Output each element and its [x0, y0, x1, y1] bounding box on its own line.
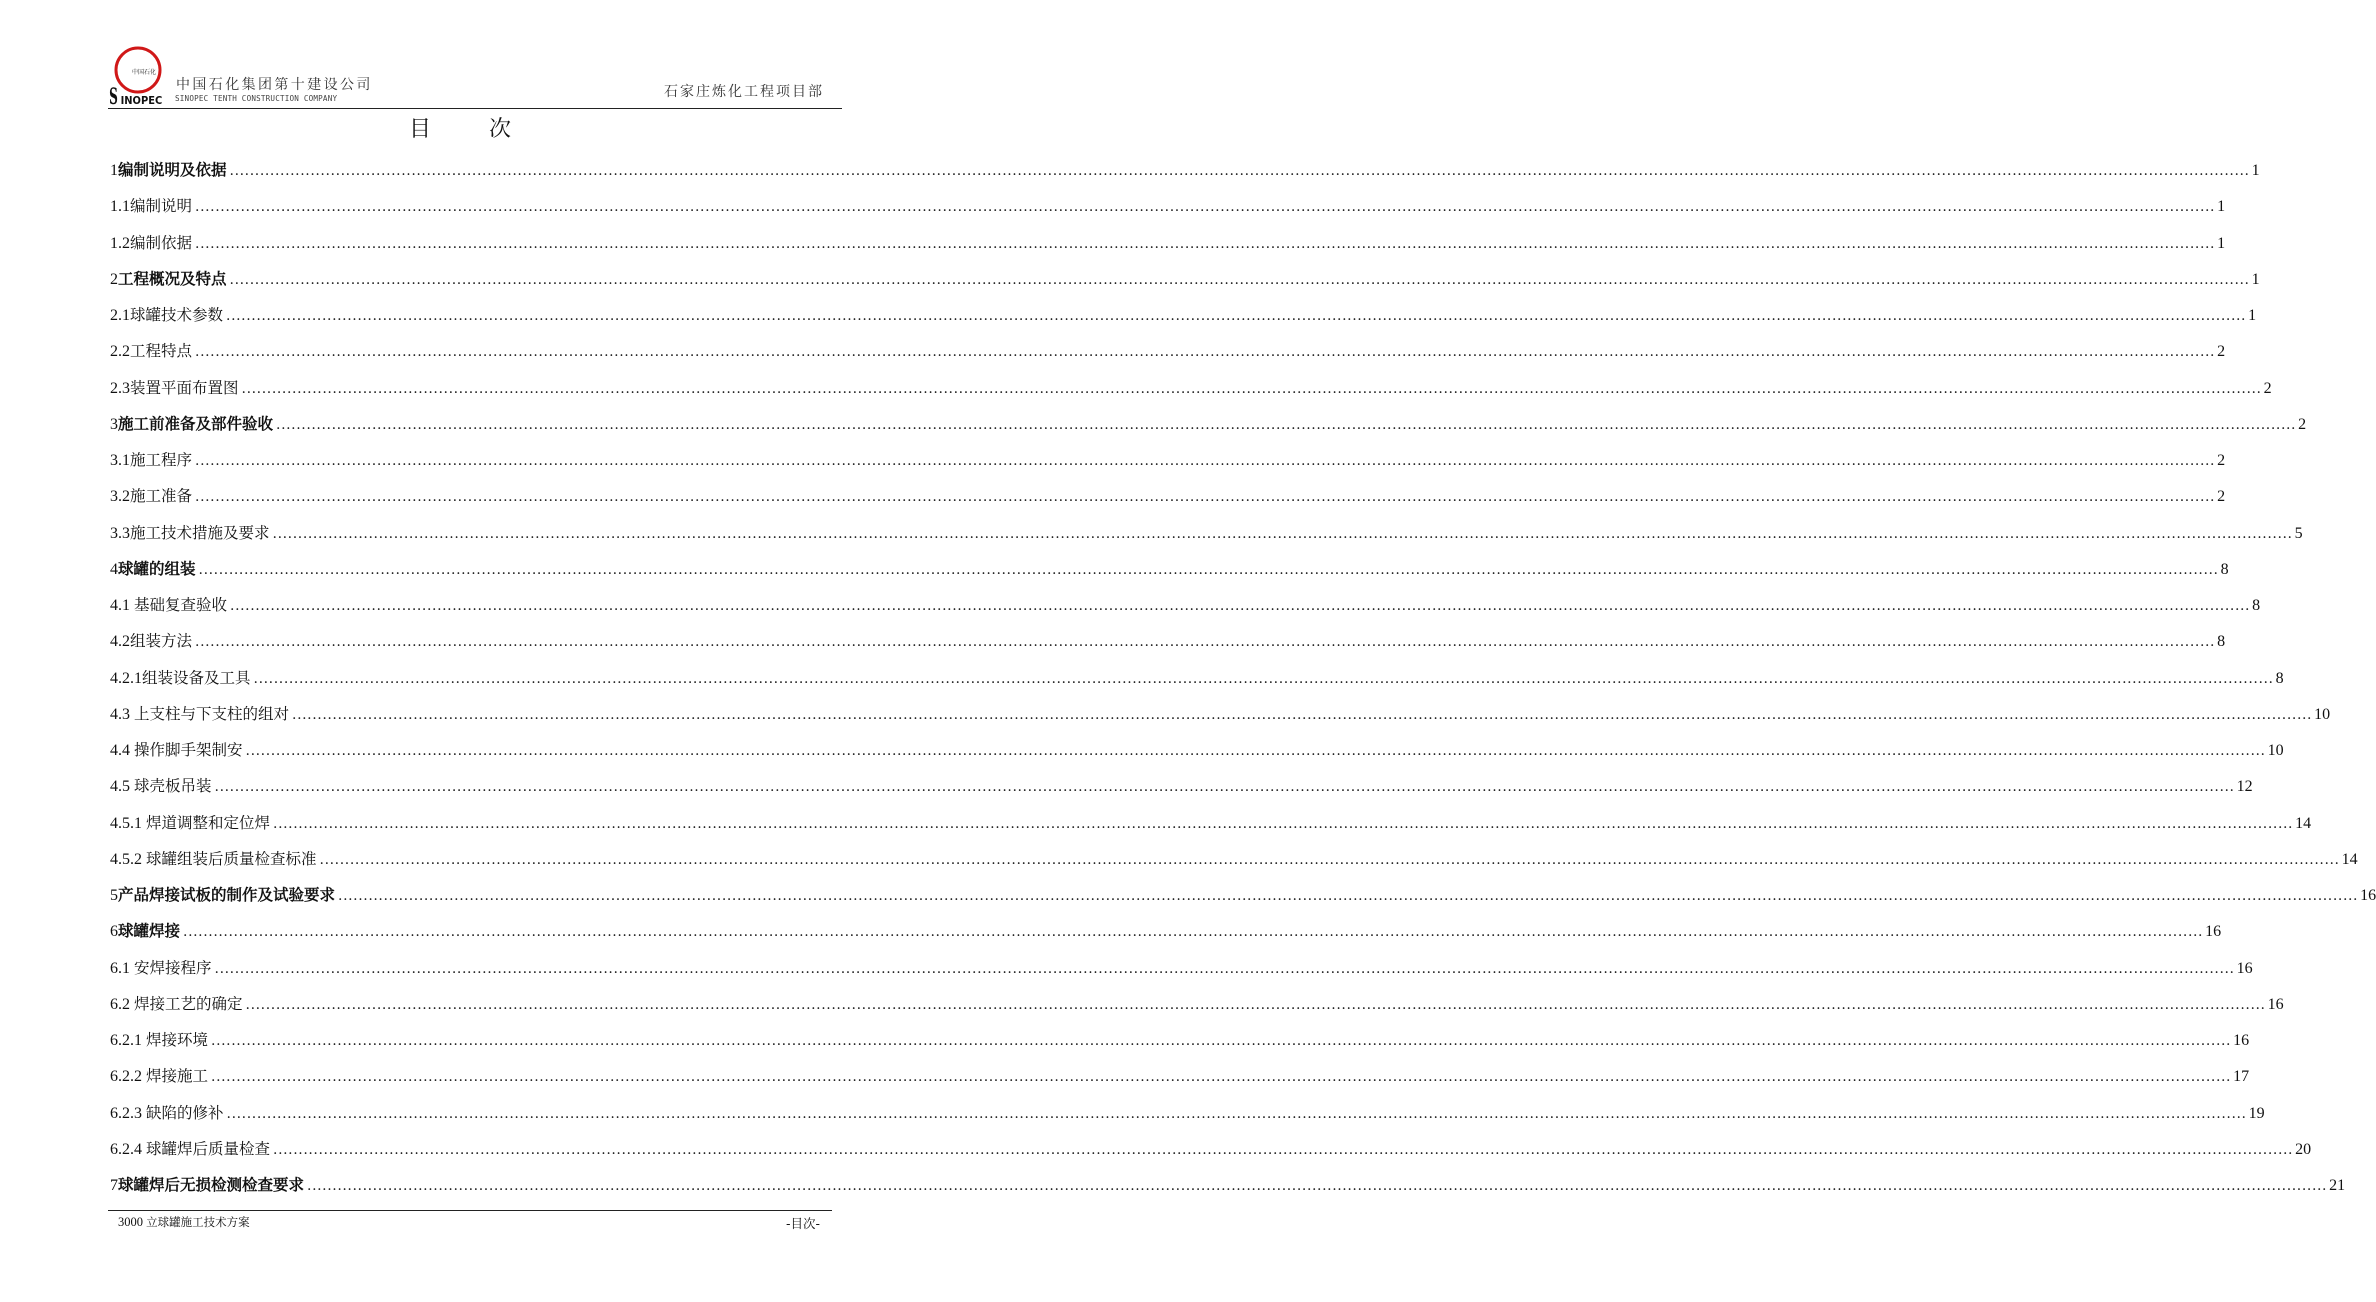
toc-entry-page: 14	[2341, 850, 2358, 868]
toc-entry-page: 1	[2251, 270, 2260, 288]
toc-entry[interactable]	[110, 1131, 2312, 1167]
toc-dot-leader: ................................................................................................................................................................................................................................................................................................................................................................................................................	[195, 634, 2216, 651]
toc-entry-title: 工程特点	[130, 342, 193, 361]
toc-entry-title: 焊道调整和定位焊	[146, 813, 271, 832]
page-title: 目 次	[408, 117, 529, 142]
toc-entry-page: 8	[2275, 669, 2284, 687]
toc-dot-leader: ................................................................................................................................................................................................................................................................................................................................................................................................................	[211, 1033, 2232, 1049]
toc-entry[interactable]	[110, 370, 2272, 406]
toc-entry-title: 编制说明	[130, 197, 193, 216]
toc-entry-title: 球罐技术参数	[130, 306, 224, 324]
toc-entry-number: 4.2	[110, 633, 130, 651]
toc-dot-leader: ................................................................................................................................................................................................................................................................................................................................................................................................................	[245, 996, 2266, 1013]
toc-entry-title: 球罐的组装	[118, 559, 196, 578]
toc-dot-leader: ................................................................................................................................................................................................................................................................................................................................................................................................................	[183, 924, 2204, 941]
toc-entry-number: 5	[110, 887, 118, 904]
toc-entry-title: 组装方法	[130, 632, 193, 651]
toc-entry-number: 4.5	[110, 778, 130, 796]
toc-entry[interactable]	[110, 297, 2257, 333]
toc-entry-title: 球壳板吊装	[134, 777, 212, 796]
toc-entry-title: 基础复查验收	[134, 596, 228, 614]
toc-dot-leader: ................................................................................................................................................................................................................................................................................................................................................................................................................	[273, 1141, 2294, 1158]
svg-text:中国石化: 中国石化	[132, 69, 157, 76]
toc-dot-leader: ................................................................................................................................................................................................................................................................................................................................................................................................................	[195, 489, 2216, 506]
toc-entry-title: 组装设备及工具	[142, 668, 251, 687]
toc-entry-page: 2	[2263, 379, 2272, 397]
toc-entry[interactable]	[110, 877, 2376, 913]
toc-entry[interactable]	[110, 913, 2222, 949]
toc-entry-number: 4.2.1	[110, 669, 142, 687]
toc-entry-title: 操作脚手架制安	[134, 741, 243, 759]
project-name: 石家庄炼化工程项目部	[664, 84, 824, 100]
toc-entry[interactable]	[110, 261, 2260, 297]
toc-entry-page: 16	[2267, 995, 2284, 1013]
toc-entry-number: 4	[110, 560, 118, 578]
toc-dot-leader: ................................................................................................................................................................................................................................................................................................................................................................................................................	[241, 380, 2262, 397]
footer-doc-title	[118, 1214, 250, 1230]
toc-entry-page: 5	[2294, 524, 2303, 542]
toc-dot-leader: ................................................................................................................................................................................................................................................................................................................................................................................................................	[272, 525, 2293, 542]
toc-entry-number: 1	[110, 162, 118, 179]
toc-entry-number: 2.3	[110, 379, 130, 397]
toc-entry-page: 16	[2236, 959, 2253, 977]
toc-entry[interactable]	[110, 188, 2226, 224]
toc-entry-page: 16	[2233, 1032, 2250, 1049]
toc-entry[interactable]	[110, 732, 2284, 768]
toc-entry[interactable]	[110, 225, 2226, 261]
toc-entry-page: 8	[2220, 560, 2229, 578]
toc-entry-number: 3	[110, 415, 118, 433]
toc-entry[interactable]	[110, 478, 2226, 514]
toc-entry-number: 4.5.1	[110, 814, 142, 832]
toc-entry-number: 6.2.4	[110, 1140, 142, 1158]
toc-entry[interactable]	[110, 152, 2260, 188]
toc-entry[interactable]	[110, 986, 2284, 1022]
toc-dot-leader: ................................................................................................................................................................................................................................................................................................................................................................................................................	[229, 271, 2250, 288]
toc-dot-leader: ................................................................................................................................................................................................................................................................................................................................................................................................................	[226, 1105, 2247, 1122]
table-of-contents	[110, 152, 2376, 1203]
toc-entry-page: 10	[2314, 705, 2331, 723]
toc-entry[interactable]	[110, 442, 2226, 478]
footer-rule	[108, 1210, 832, 1211]
toc-entry-title: 施工技术措施及要求	[130, 523, 270, 542]
toc-entry-title: 编制说明及依据	[118, 161, 227, 179]
toc-dot-leader: ................................................................................................................................................................................................................................................................................................................................................................................................................	[245, 743, 2266, 759]
toc-entry-number: 6.2	[110, 995, 130, 1013]
toc-entry-page: 8	[2252, 597, 2261, 614]
toc-entry-title: 球罐焊后质量检查	[146, 1139, 271, 1158]
company-name-cn: 中国石化集团第十建设公司	[176, 77, 373, 93]
toc-dot-leader: ................................................................................................................................................................................................................................................................................................................................................................................................................	[273, 815, 2294, 832]
toc-entry-page: 10	[2267, 742, 2284, 759]
toc-entry-page: 1	[2217, 198, 2226, 216]
toc-entry-page: 1	[2251, 162, 2260, 179]
toc-entry-number: 6	[110, 923, 118, 941]
company-name-en: SINOPEC TENTH CONSTRUCTION COMPANY	[175, 94, 338, 103]
toc-entry-page: 2	[2217, 452, 2226, 469]
svg-text:INOPEC: INOPEC	[120, 94, 163, 108]
toc-entry-number: 4.5.2	[110, 850, 142, 868]
toc-entry[interactable]	[110, 515, 2303, 551]
toc-entry-number: 1.1	[110, 198, 130, 216]
sinopec-logo	[108, 44, 178, 111]
toc-dot-leader: ................................................................................................................................................................................................................................................................................................................................................................................................................	[198, 561, 2219, 578]
footer-page-label: -目次-	[785, 1216, 820, 1231]
toc-entry-page: 16	[2205, 923, 2222, 941]
toc-entry-title: 施工前准备及部件验收	[118, 414, 274, 433]
toc-entry-number: 3.1	[110, 452, 130, 469]
toc-dot-leader: ................................................................................................................................................................................................................................................................................................................................................................................................................	[211, 1069, 2232, 1086]
toc-entry-page: 19	[2248, 1104, 2265, 1122]
toc-entry-number: 6.2.3	[110, 1104, 142, 1122]
toc-entry-title: 产品焊接试板的制作及试验要求	[118, 886, 336, 904]
toc-entry-title: 安焊接程序	[134, 958, 212, 977]
toc-entry-page: 17	[2233, 1068, 2250, 1086]
footer-doc-name: 立球罐施工技术方案	[146, 1215, 250, 1229]
toc-entry-number: 4.4	[110, 742, 130, 759]
toc-dot-leader: ................................................................................................................................................................................................................................................................................................................................................................................................................	[319, 851, 2340, 868]
toc-entry-page: 16	[2360, 887, 2376, 904]
toc-entry-number: 1.2	[110, 234, 130, 252]
toc-entry-page: 1	[2217, 234, 2226, 252]
toc-entry[interactable]	[110, 1022, 2250, 1058]
toc-dot-leader: ................................................................................................................................................................................................................................................................................................................................................................................................................	[195, 199, 2216, 216]
toc-entry[interactable]	[110, 623, 2226, 659]
toc-entry[interactable]	[110, 1058, 2250, 1094]
toc-dot-leader: ................................................................................................................................................................................................................................................................................................................................................................................................................	[229, 163, 2250, 179]
toc-entry-number: 6.1	[110, 959, 130, 977]
toc-entry-title: 装置平面布置图	[130, 378, 239, 397]
toc-entry-number: 4.1	[110, 597, 130, 614]
toc-entry[interactable]	[110, 551, 2229, 587]
toc-entry-title: 焊接环境	[146, 1031, 209, 1049]
toc-entry-page: 20	[2295, 1140, 2312, 1158]
toc-entry-title: 上支柱与下支柱的组对	[134, 704, 290, 723]
toc-entry-number: 2	[110, 270, 118, 288]
toc-entry-title: 球罐组装后质量检查标准	[146, 849, 317, 868]
toc-entry-title: 焊接工艺的确定	[134, 994, 243, 1013]
toc-entry-number: 6.2.1	[110, 1032, 142, 1049]
toc-entry-page: 21	[2329, 1177, 2346, 1194]
toc-dot-leader: ................................................................................................................................................................................................................................................................................................................................................................................................................	[195, 344, 2216, 361]
toc-entry[interactable]	[110, 805, 2312, 841]
toc-entry[interactable]	[110, 406, 2307, 442]
toc-entry[interactable]	[110, 1095, 2265, 1131]
toc-entry-title: 球罐焊后无损检测检查要求	[118, 1176, 305, 1194]
toc-entry-title: 施工准备	[130, 487, 193, 506]
svg-text:S: S	[109, 84, 118, 111]
toc-dot-leader: ................................................................................................................................................................................................................................................................................................................................................................................................................	[230, 598, 2251, 614]
toc-dot-leader: ................................................................................................................................................................................................................................................................................................................................................................................................................	[195, 453, 2216, 469]
toc-entry[interactable]	[110, 660, 2284, 696]
page-header	[108, 44, 842, 110]
header-rule	[108, 108, 842, 109]
toc-entry-page: 2	[2298, 415, 2307, 433]
toc-entry-number: 7	[110, 1177, 118, 1194]
toc-entry-page: 1	[2248, 307, 2257, 324]
toc-dot-leader: ................................................................................................................................................................................................................................................................................................................................................................................................................	[276, 416, 2297, 433]
toc-entry-page: 14	[2295, 814, 2312, 832]
toc-dot-leader: ................................................................................................................................................................................................................................................................................................................................................................................................................	[253, 670, 2274, 687]
toc-dot-leader: ................................................................................................................................................................................................................................................................................................................................................................................................................	[338, 888, 2359, 904]
toc-entry[interactable]	[110, 768, 2253, 804]
toc-entry-number: 3.3	[110, 524, 130, 542]
toc-entry-title: 缺陷的修补	[146, 1103, 224, 1122]
toc-entry[interactable]	[110, 841, 2358, 877]
toc-entry-number: 3.2	[110, 488, 130, 506]
toc-entry-number: 2.1	[110, 307, 130, 324]
toc-entry-title: 施工程序	[130, 451, 193, 469]
toc-entry-page: 2	[2217, 488, 2226, 506]
footer-doc-number: 3000	[118, 1215, 143, 1229]
toc-dot-leader: ................................................................................................................................................................................................................................................................................................................................................................................................................	[214, 960, 2235, 977]
toc-dot-leader: ................................................................................................................................................................................................................................................................................................................................................................................................................	[226, 308, 2247, 324]
toc-entry-number: 6.2.2	[110, 1068, 142, 1086]
toc-entry[interactable]	[110, 950, 2253, 986]
toc-dot-leader: ................................................................................................................................................................................................................................................................................................................................................................................................................	[195, 235, 2216, 252]
toc-dot-leader: ................................................................................................................................................................................................................................................................................................................................................................................................................	[214, 779, 2235, 796]
toc-dot-leader: ................................................................................................................................................................................................................................................................................................................................................................................................................	[307, 1178, 2328, 1194]
toc-entry-title: 焊接施工	[146, 1067, 209, 1086]
toc-entry-title: 编制依据	[130, 233, 193, 252]
toc-entry-page: 2	[2217, 343, 2226, 361]
toc-entry[interactable]	[110, 587, 2261, 623]
toc-entry-page: 12	[2236, 778, 2253, 796]
toc-entry-page: 8	[2217, 633, 2226, 651]
toc-entry[interactable]	[110, 696, 2331, 732]
toc-entry-title: 球罐焊接	[118, 922, 181, 941]
toc-entry[interactable]	[110, 1167, 2346, 1203]
toc-dot-leader: ................................................................................................................................................................................................................................................................................................................................................................................................................	[292, 706, 2313, 723]
toc-entry-number: 2.2	[110, 343, 130, 361]
toc-entry-title: 工程概况及特点	[118, 269, 227, 288]
toc-entry[interactable]	[110, 333, 2226, 369]
toc-entry-number: 4.3	[110, 705, 130, 723]
